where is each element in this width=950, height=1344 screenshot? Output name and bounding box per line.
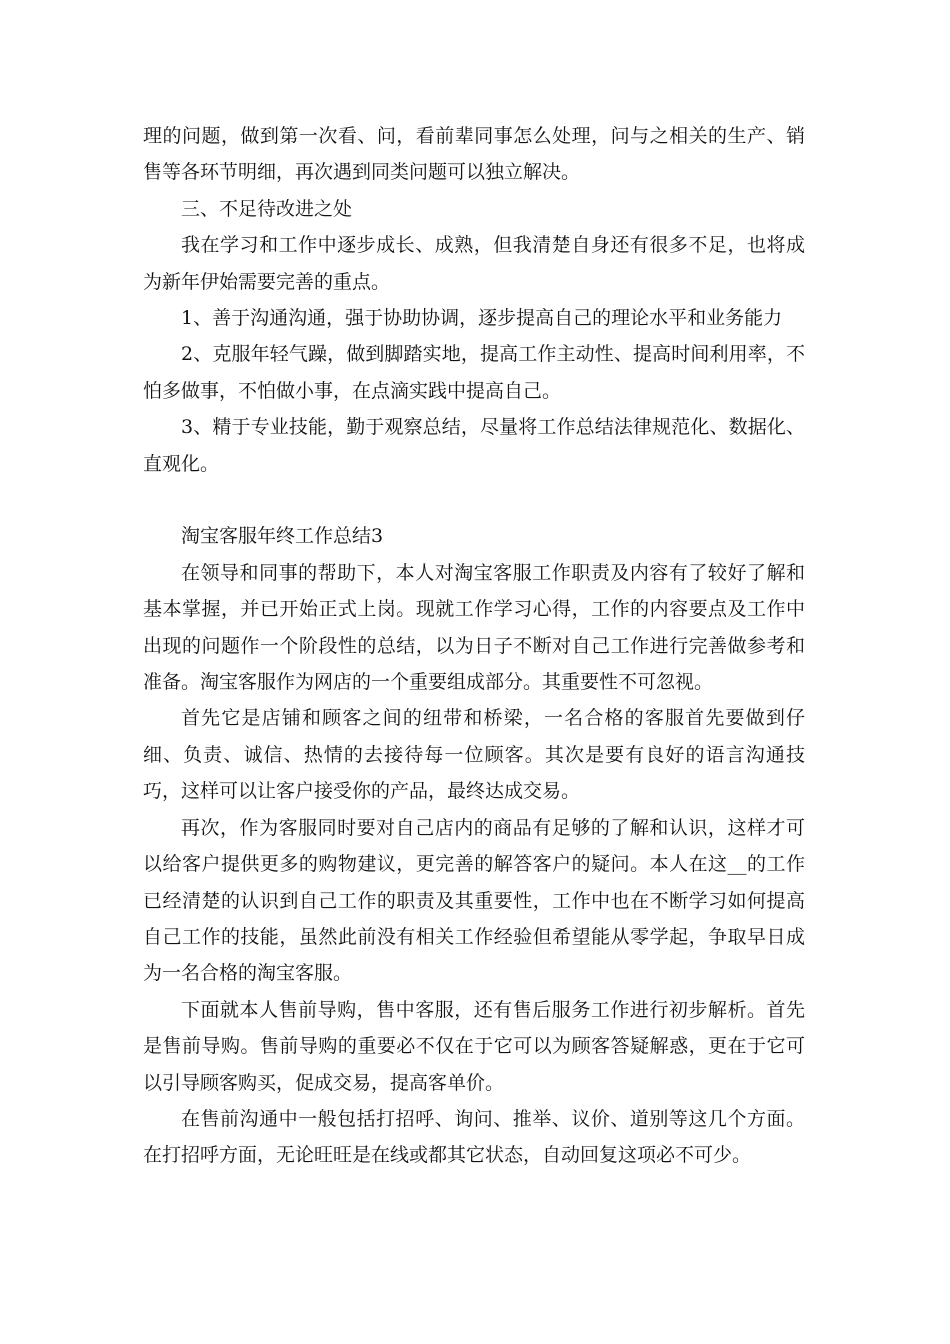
paragraph: 在领导和同事的帮助下，本人对淘宝客服工作职责及内容有了较好了解和基本掌握，并已开始正式上岗。现就工作学习心得，工作的内容要点及工作中出现的问题作一个阶段性的总结，以为日子不断对自己工作进行完善做参考和准备。淘宝客服作为网店的一个重要组成部分。其重要性不可忽视。: [143, 561, 805, 694]
paragraph: 再次，作为客服同时要对自己店内的商品有足够的了解和认识，这样才可以给客户提供更多的购物建议，更完善的解答客户的疑问。本人在这__的工作已经清楚的认识到自己工作的职责及其重要性，工作中也在不断学习如何提高自己工作的技能，虽然此前没有相关工作经验但希望能从零学起，争取早日成为一名合格的淘宝客服。: [143, 816, 805, 985]
section-title: 淘宝客服年终工作总结3: [181, 525, 384, 548]
document-body: [143, 118, 805, 1174]
paragraph: 我在学习和工作中逐步成长、成熟，但我清楚自身还有很多不足，也将成为新年伊始需要完善的重点。: [143, 234, 805, 293]
paragraph: 下面就本人售前导购，售中客服，还有售后服务工作进行初步解析。首先是售前导购。售前导购的重要必不仅在于它可以为顾客答疑解惑，更在于它可以引导顾客购买，促成交易，提高客单价。: [143, 998, 805, 1094]
paragraph: 在售前沟通中一般包括打招呼、询问、推举、议价、道别等这几个方面。在打招呼方面，无论旺旺是在线或都其它状态，自动回复这项必不可少。: [143, 1107, 805, 1167]
list-item: 2、克服年轻气躁，做到脚踏实地，提高工作主动性、提高时间利用率，不怕多做事，不怕做小事，在点滴实践中提高自己。: [143, 343, 805, 402]
blank-line: [143, 482, 805, 518]
paragraph: 首先它是店铺和顾客之间的纽带和桥梁，一名合格的客服首先要做到仔细、负责、诚信、热情的去接待每一位顾客。其次是要有良好的语言沟通技巧，这样可以让客户接受你的产品，最终达成交易。: [143, 707, 805, 803]
paragraph-continued: 理的问题，做到第一次看、问，看前辈同事怎么处理，问与之相关的生产、销售等各环节明细，再次遇到同类问题可以独立解决。: [143, 125, 805, 184]
list-item: 3、精于专业技能，勤于观察总结，尽量将工作总结法律规范化、数据化、直观化。: [143, 416, 805, 475]
section-heading-shortcomings: 三、不足待改进之处: [181, 197, 353, 220]
list-item: 1、善于沟通沟通，强于协助协调，逐步提高自己的理论水平和业务能力: [181, 307, 783, 330]
